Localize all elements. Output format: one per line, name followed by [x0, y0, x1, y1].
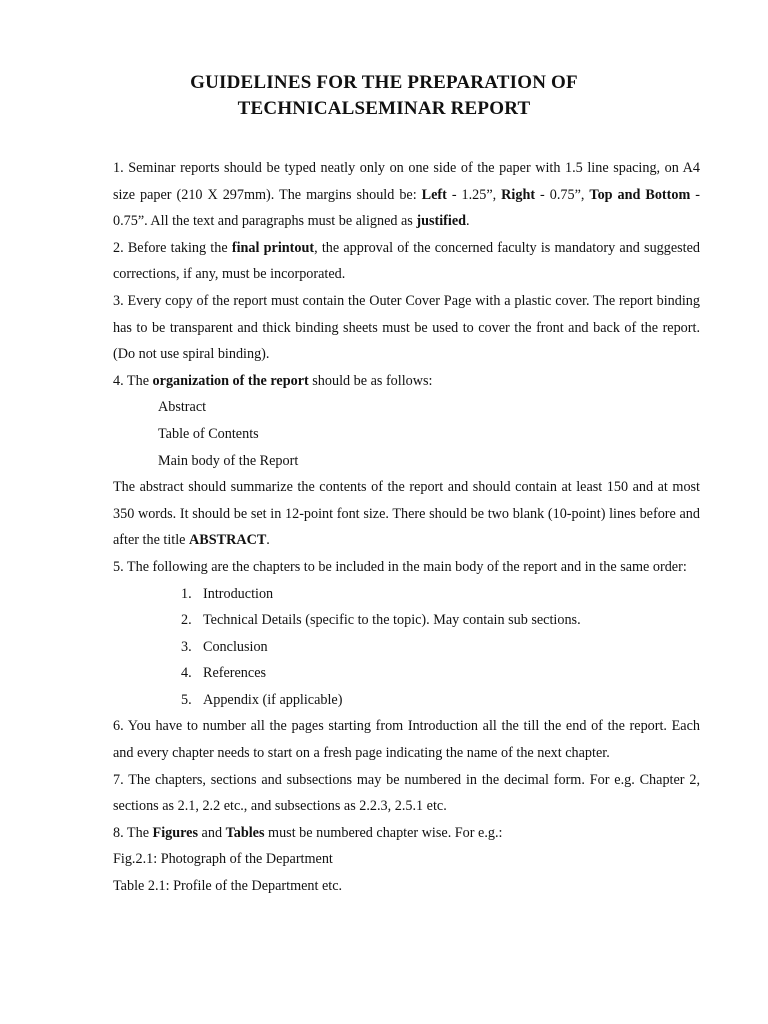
- organization-item: Table of Contents: [158, 425, 259, 442]
- guideline-3: 3. Every copy of the report must contain the Outer Cover Page with a plastic cover. The report binding has to be transparent and thick binding sheets must be used to cover the front and back of the report. (Do not use spiral binding).: [113, 292, 700, 363]
- chapter-label: Conclusion: [203, 638, 268, 655]
- bold-text: Figures: [152, 824, 198, 841]
- text: should be as follows:: [308, 372, 433, 389]
- text: 4. The: [113, 372, 153, 389]
- bold-text: Right: [501, 186, 536, 203]
- text: .: [266, 532, 270, 549]
- guideline-6: 6. You have to number all the pages starting from Introduction all the till the end of the report. Each and every chapter needs to start on a fresh page indicating the name of the next chapter.: [113, 718, 700, 762]
- title-line-1: GUIDELINES FOR THE PREPARATION OF: [190, 72, 578, 93]
- chapter-number: 4.: [181, 665, 192, 682]
- guideline-2: [113, 235, 700, 288]
- title-line-2: TECHNICALSEMINAR REPORT: [237, 98, 531, 119]
- example-table-caption: Table 2.1: Profile of the Department etc.: [113, 878, 343, 895]
- chapter-item: [181, 607, 700, 634]
- chapter-number: 1.: [181, 585, 192, 602]
- text: must be numbered chapter wise. For e.g.:: [264, 824, 503, 841]
- organization-item: Abstract: [158, 399, 207, 416]
- chapter-item: [181, 634, 700, 661]
- chapter-item: [181, 660, 700, 687]
- bold-text: final printout: [231, 239, 315, 256]
- bold-text: Top and Bottom: [589, 186, 691, 203]
- text: - 0.75”. All the text and paragraphs must be aligned as: [113, 186, 700, 230]
- bold-text: Left: [421, 186, 447, 203]
- text: , the approval of the concerned faculty is mandatory and suggested corrections, if any, must be incorporated.: [113, 239, 700, 283]
- chapter-number: 2.: [181, 612, 192, 629]
- bold-text: Tables: [225, 824, 265, 841]
- guideline-4: [113, 368, 700, 395]
- bold-text: organization of the report: [152, 372, 309, 389]
- bold-text: justified: [416, 213, 467, 230]
- organization-list: [113, 394, 700, 474]
- chapter-label: Introduction: [203, 585, 274, 602]
- guideline-5: 5. The following are the chapters to be included in the main body of the report and in the same order:: [113, 558, 687, 575]
- text: - 0.75”,: [535, 186, 590, 203]
- chapter-item: [181, 687, 700, 714]
- chapter-label: Appendix (if applicable): [203, 691, 343, 708]
- guideline-1: [113, 155, 700, 235]
- text: and: [198, 824, 226, 841]
- bold-text: ABSTRACT: [189, 532, 267, 549]
- chapter-label: Technical Details (specific to the topic). May contain sub sections.: [203, 612, 581, 629]
- text: 2. Before taking the: [113, 239, 232, 256]
- organization-item: Main body of the Report: [158, 452, 299, 469]
- text: 1. Seminar reports should be typed neatly only on one side of the paper with 1.5 line spacing, on A4 size paper (210 X 297mm). The margins should be:: [113, 160, 700, 203]
- chapter-list: [113, 581, 700, 714]
- text: .: [466, 213, 470, 230]
- text: The abstract should summarize the contents of the report and should contain at least 150 and at most 350 words. It should be set in 12-point font size. There should be two blank (10-point) lines before and after the title: [113, 479, 700, 549]
- chapter-number: 5.: [181, 691, 192, 708]
- text: 8. The: [113, 824, 153, 841]
- page-title: [0, 70, 768, 122]
- abstract-paragraph: [113, 474, 700, 554]
- text: - 1.25”,: [446, 186, 502, 203]
- guideline-7: 7. The chapters, sections and subsections may be numbered in the decimal form. For e.g. Chapter 2, sections as 2.1, 2.2 etc., and subsections as 2.2.3, 2.5.1 etc.: [113, 771, 700, 815]
- chapter-label: References: [203, 665, 267, 682]
- chapter-number: 3.: [181, 638, 192, 655]
- guideline-8: [113, 820, 700, 847]
- chapter-item: [181, 581, 700, 608]
- example-figure-caption: Fig.2.1: Photograph of the Department: [113, 851, 333, 868]
- document-body: [113, 155, 700, 900]
